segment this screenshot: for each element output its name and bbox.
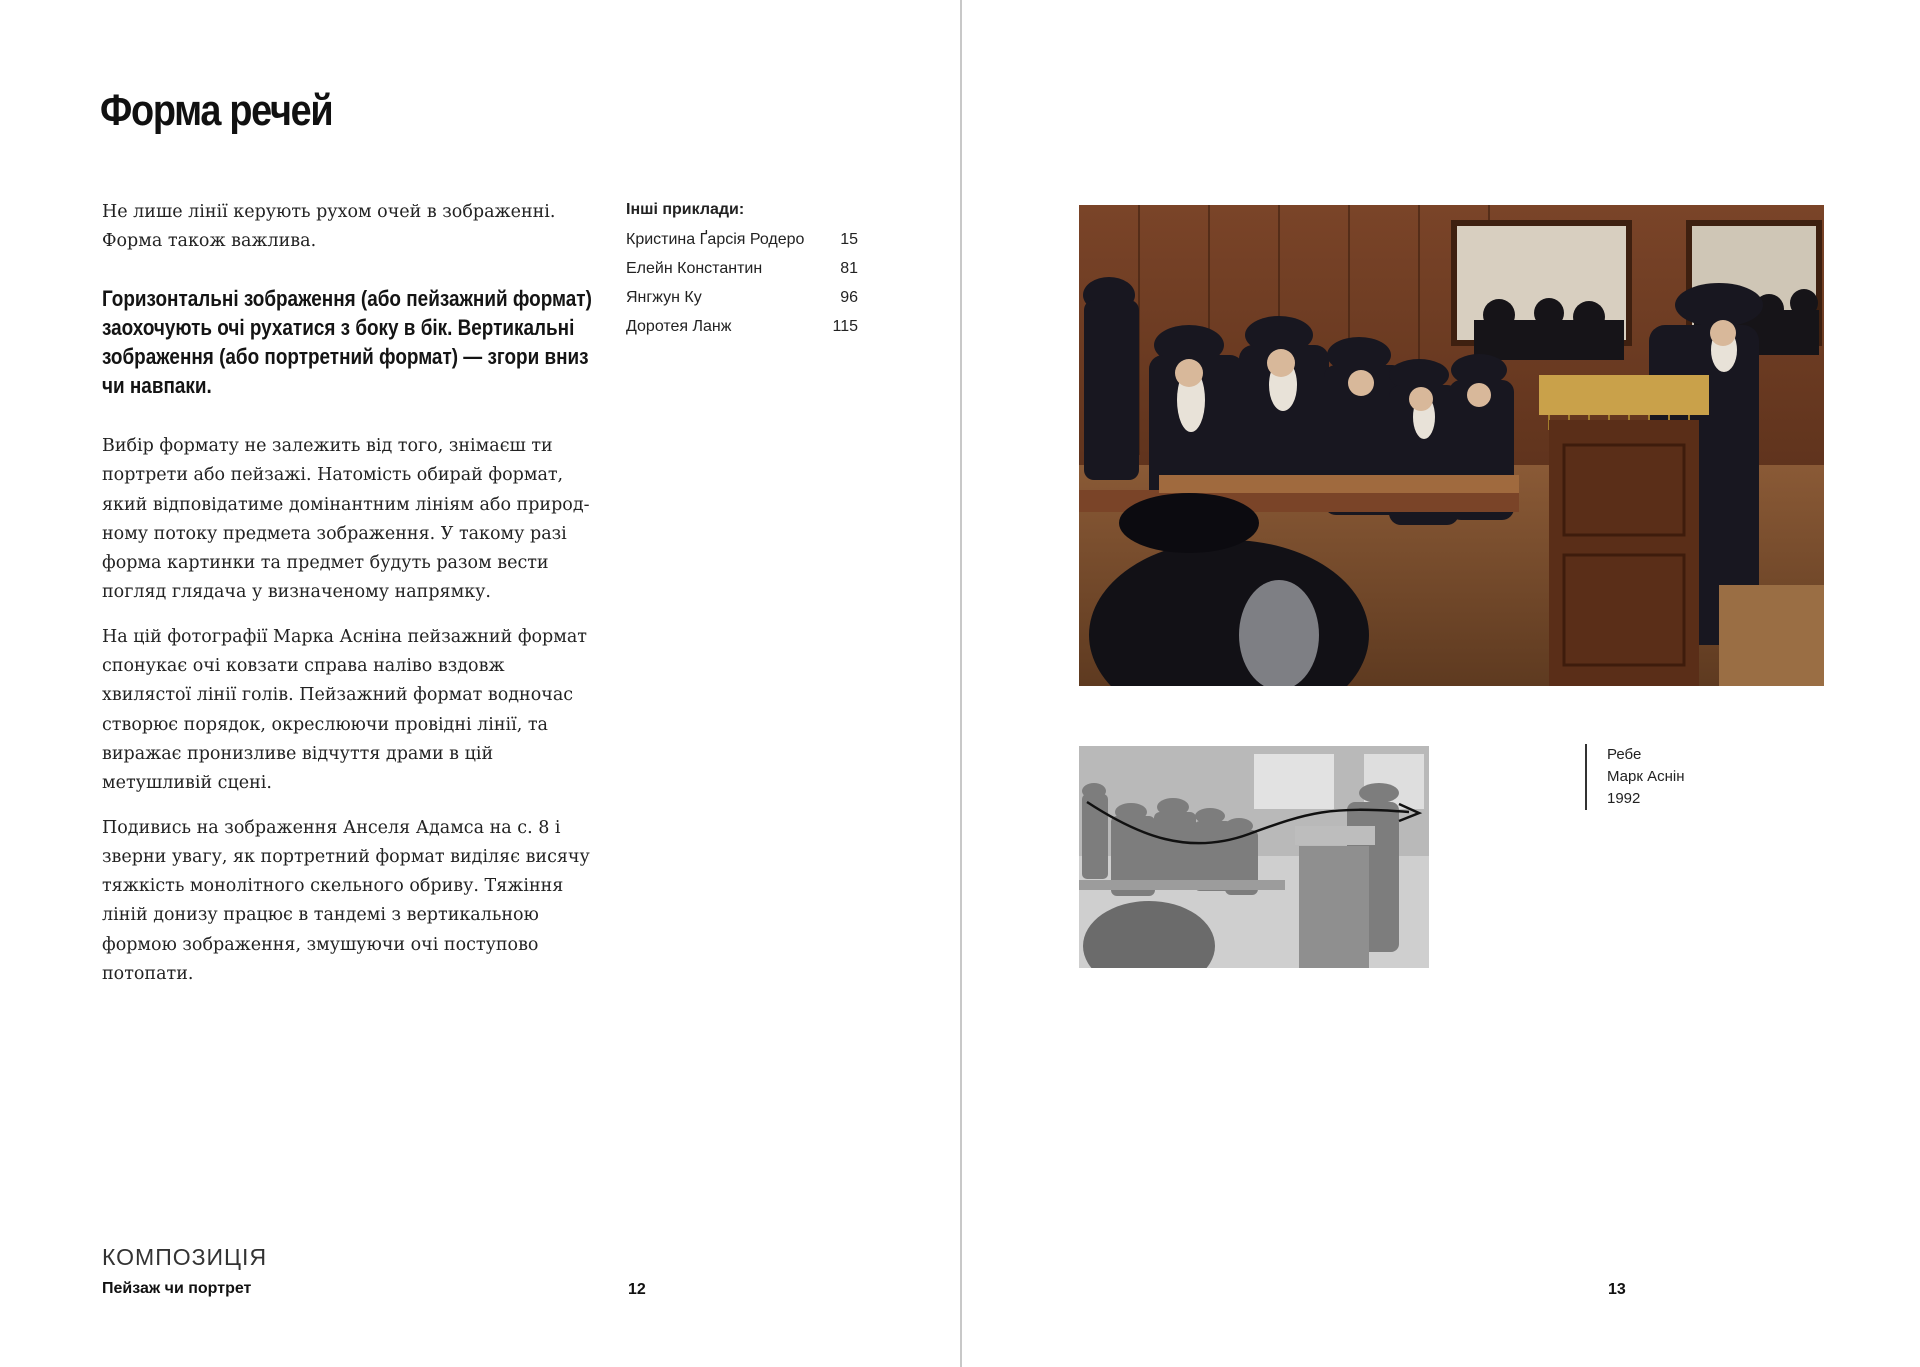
example-page: 96 <box>840 289 858 306</box>
example-name: Елейн Константин <box>626 260 763 277</box>
intro-text: Не лише лінії керують рухом очей в зображенні. Форма також важлива. <box>102 202 556 251</box>
example-row <box>626 258 858 287</box>
body-paragraph: Подивись на зображення Анселя Адамса на с. 8 і зверни увагу, як портретний формат виділяє висячу тяжкість монолітного скельного обриву. Тяжіння ліній донизу працює в тандемі з вертикальною формою зображення, змушуючи очі поступово потопати. <box>102 817 590 985</box>
page-number-right: 13 <box>1608 1281 1626 1298</box>
example-name: Янгжун Ку <box>626 289 702 306</box>
caption-year: 1992 <box>1607 790 1641 807</box>
example-page: 15 <box>840 231 858 248</box>
example-page: 115 <box>832 318 858 335</box>
examples-heading: Інші приклади: <box>626 201 745 218</box>
page-title: Форма речей <box>100 86 333 135</box>
body-text <box>102 432 592 1004</box>
footer-section-title: КОМПОЗИЦІЯ <box>102 1244 268 1270</box>
example-page: 81 <box>840 260 858 277</box>
caption-author: Марк Аснін <box>1607 768 1685 785</box>
right-page <box>962 0 1920 1367</box>
example-name: Кристина Ґарсія Родеро <box>626 231 805 248</box>
body-paragraph: На цій фотографії Марка Асніна пейзажний формат спонукає очі ковзати справа наліво вздовж хвилястої лінії голів. Пейзажний формат водночас створює порядок, окреслюючи провідні лінії, та виражає пронизливе відчуття драми в цій метушливій сцені. <box>102 626 587 794</box>
diagram-thumbnail <box>1079 746 1429 968</box>
footer-subsection-title: Пейзаж чи портрет <box>102 1280 252 1297</box>
example-row <box>626 229 858 258</box>
body-paragraph: Вибір формату не залежить від того, знімаєш ти портрети або пейзажі. Натомість обирай формат, який відповідатиме домінантним лініям або природ-ному потоку предмета зображення. У такому разі форма картинки та предмет будуть разом вести погляд глядача у визначеному напрямку. <box>102 436 590 603</box>
lead-paragraph: Горизонтальні зображення (або пейзажний формат) заохочують очі рухатися з боку в бік. Вертикальні зображення (або портретний формат) — згори вниз чи навпаки. <box>102 286 592 398</box>
page-number-left: 12 <box>628 1281 646 1298</box>
example-row <box>626 316 858 345</box>
caption-title: Ребе <box>1607 746 1642 763</box>
example-name: Доротея Ланж <box>626 318 732 335</box>
example-row <box>626 287 858 316</box>
main-photo <box>1079 205 1824 686</box>
other-examples <box>626 201 858 345</box>
photo-caption <box>1585 744 1684 810</box>
